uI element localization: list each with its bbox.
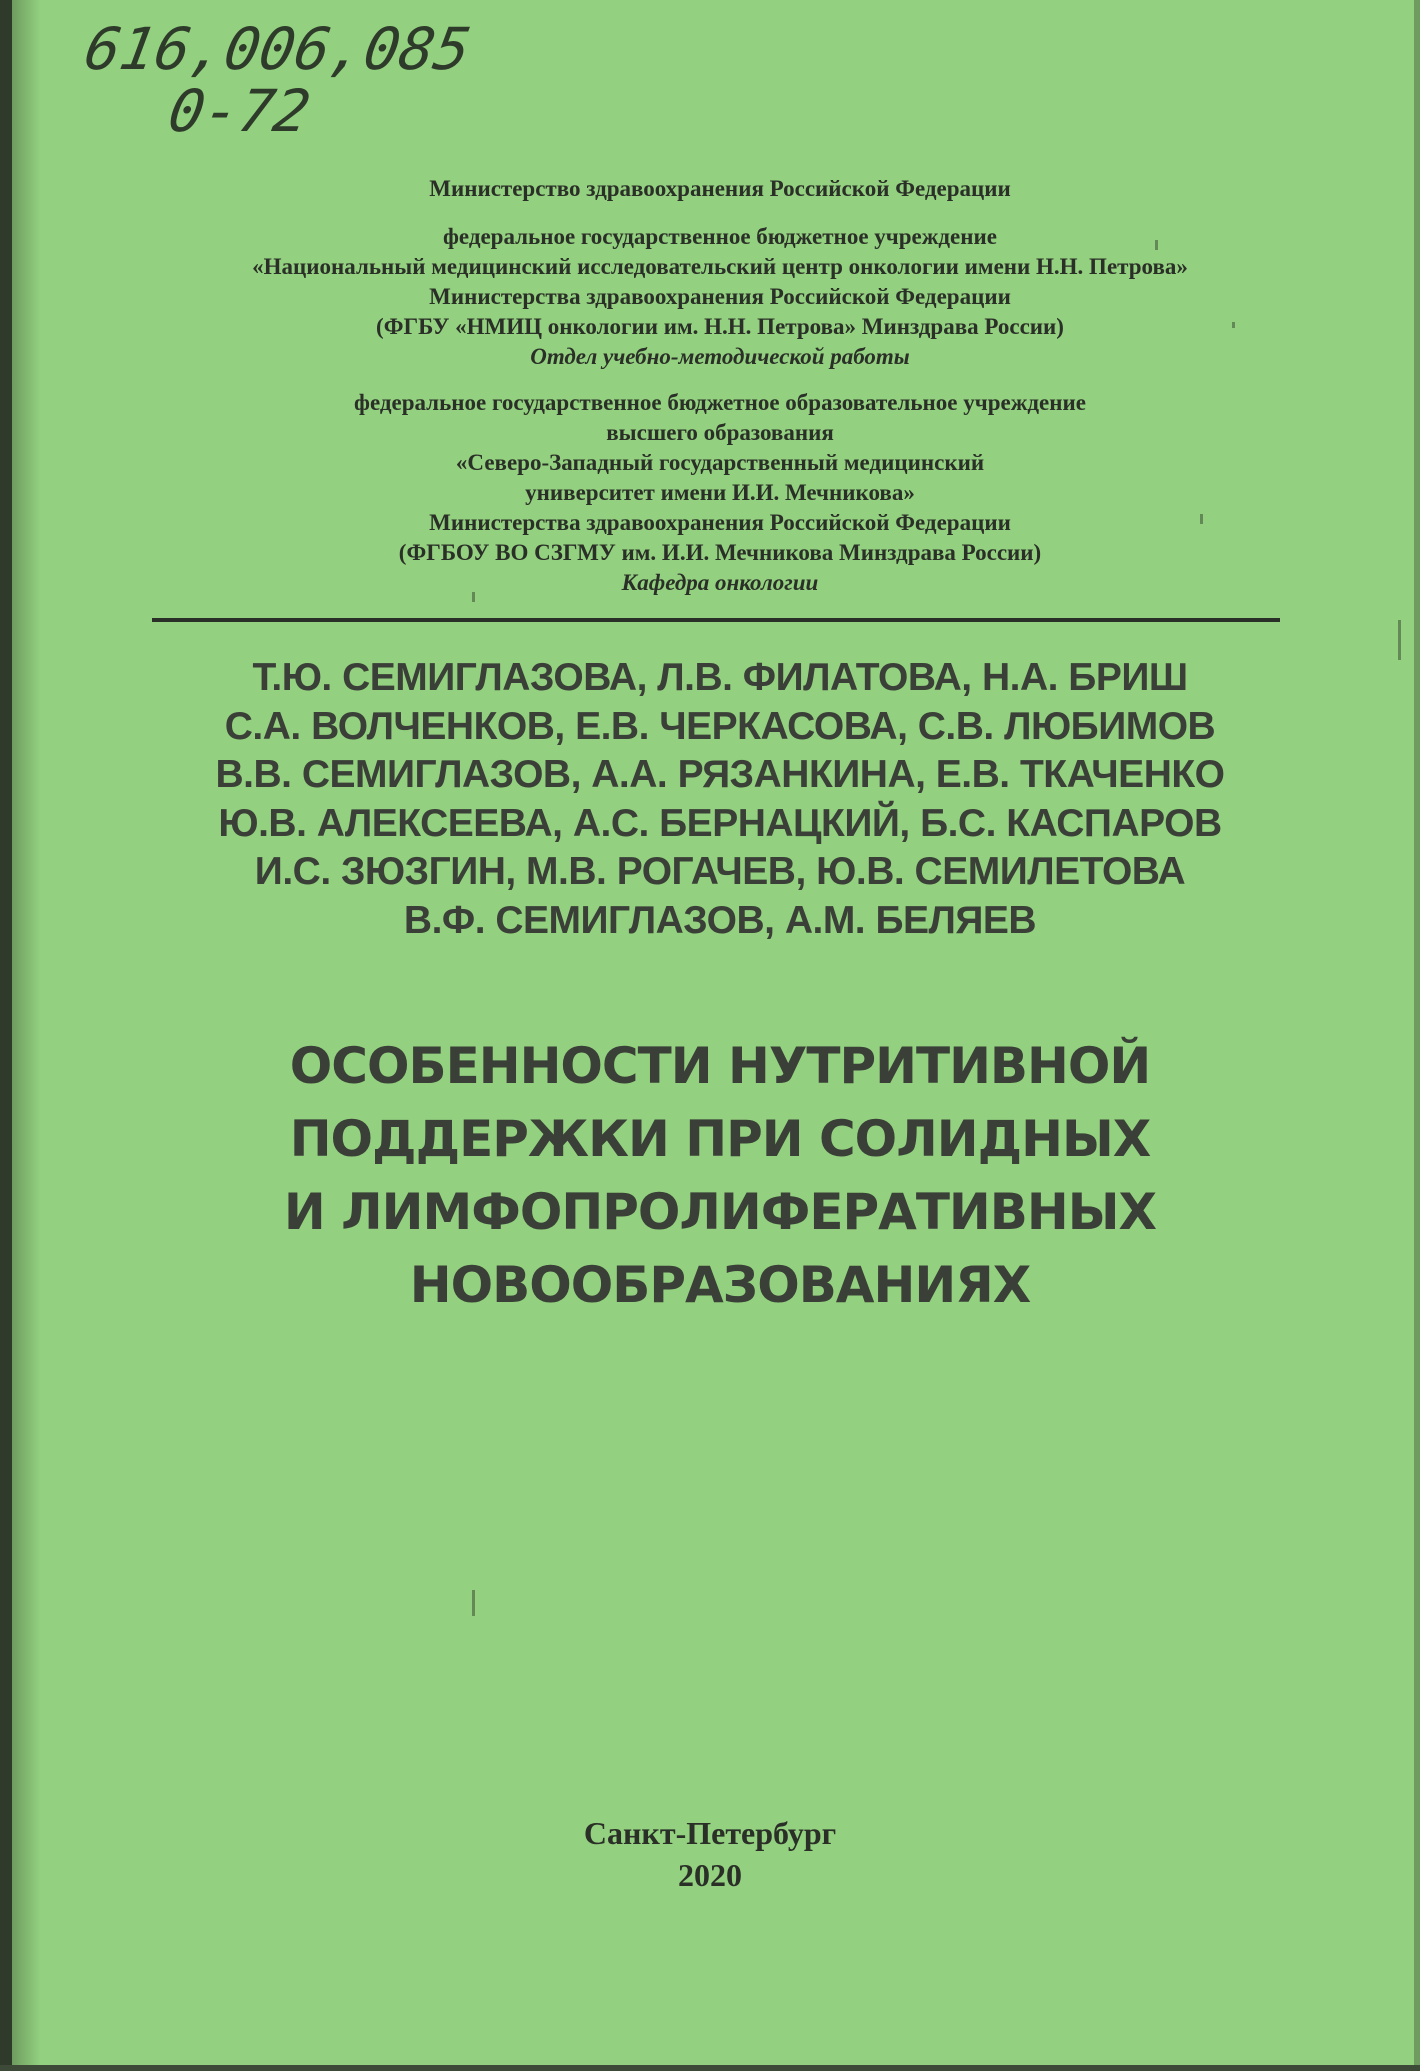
author-line: С.А. ВОЛЧЕНКОВ, Е.В. ЧЕРКАСОВА, С.В. ЛЮБИМОВ <box>224 704 1216 748</box>
print-speck <box>472 1590 475 1616</box>
title-line: И ЛИМФОПРОЛИФЕРАТИВНЫХ <box>283 1183 1157 1241</box>
institution-2-line: высшего образования <box>606 420 834 445</box>
cover-right-edge <box>1414 0 1420 2071</box>
imprint-year: 2020 <box>678 1857 742 1893</box>
author-list <box>100 654 1340 945</box>
imprint-city: Санкт-Петербург <box>583 1815 837 1851</box>
institution-1-department: Отдел учебно-методической работы <box>530 344 910 369</box>
institution-2-line: (ФГБОУ ВО СЗГМУ им. И.И. Мечникова Минздрава России) <box>398 540 1042 565</box>
institution-1-line: Министерства здравоохранения Российской Федерации <box>429 284 1011 309</box>
print-speck <box>1398 620 1401 660</box>
cover-spine <box>0 0 12 2071</box>
title-line: ПОДДЕРЖКИ ПРИ СОЛИДНЫХ <box>289 1110 1151 1168</box>
institution-2-block <box>140 388 1300 598</box>
institution-1-block <box>140 222 1300 372</box>
author-line: Ю.В. АЛЕКСЕЕВА, А.С. БЕРНАЦКИЙ, Б.С. КАСПАРОВ <box>218 801 1222 845</box>
institution-1-line: (ФГБУ «НМИЦ онкологии им. Н.Н. Петрова» Минздрава России) <box>376 314 1064 339</box>
author-line: Т.Ю. СЕМИГЛАЗОВА, Л.В. ФИЛАТОВА, Н.А. БРИШ <box>252 656 1188 699</box>
author-line: В.Ф. СЕМИГЛАЗОВ, А.М. БЕЛЯЕВ <box>403 898 1037 942</box>
book-title <box>100 1030 1340 1322</box>
institution-2-line: федеральное государственное бюджетное образовательное учреждение <box>354 390 1086 415</box>
institution-2-line: университет имени И.И. Мечникова» <box>525 480 915 505</box>
author-line: В.В. СЕМИГЛАЗОВ, А.А. РЯЗАНКИНА, Е.В. ТКАЧЕНКО <box>215 753 1225 796</box>
shelfmark-line-1: 616,006,085 <box>79 15 476 83</box>
ministry-line: Министерство здравоохранения Российской Федерации <box>429 176 1011 201</box>
cover-bottom-edge <box>0 2065 1420 2071</box>
author-line: И.С. ЗЮЗГИН, М.В. РОГАЧЕВ, Ю.В. СЕМИЛЕТОВА <box>254 850 1186 893</box>
institution-2-line: «Северо-Западный государственный медицинский <box>455 450 985 475</box>
title-line: НОВООБРАЗОВАНИЯХ <box>409 1256 1031 1314</box>
institution-2-line: Министерства здравоохранения Российской Федерации <box>429 510 1011 535</box>
ministry-heading <box>140 174 1300 204</box>
institution-1-line: федеральное государственное бюджетное учреждение <box>443 224 997 249</box>
imprint <box>400 1812 1020 1896</box>
institution-2-department: Кафедра онкологии <box>621 570 819 595</box>
spine-shadow <box>12 0 40 2071</box>
institution-1-line: «Национальный медицинский исследовательский центр онкологии имени Н.Н. Петрова» <box>252 254 1188 279</box>
title-line: ОСОБЕННОСТИ НУТРИТИВНОЙ <box>289 1037 1151 1095</box>
handwritten-shelfmark <box>69 15 476 145</box>
header-divider <box>152 618 1280 622</box>
shelfmark-line-2: 0-72 <box>163 77 316 145</box>
